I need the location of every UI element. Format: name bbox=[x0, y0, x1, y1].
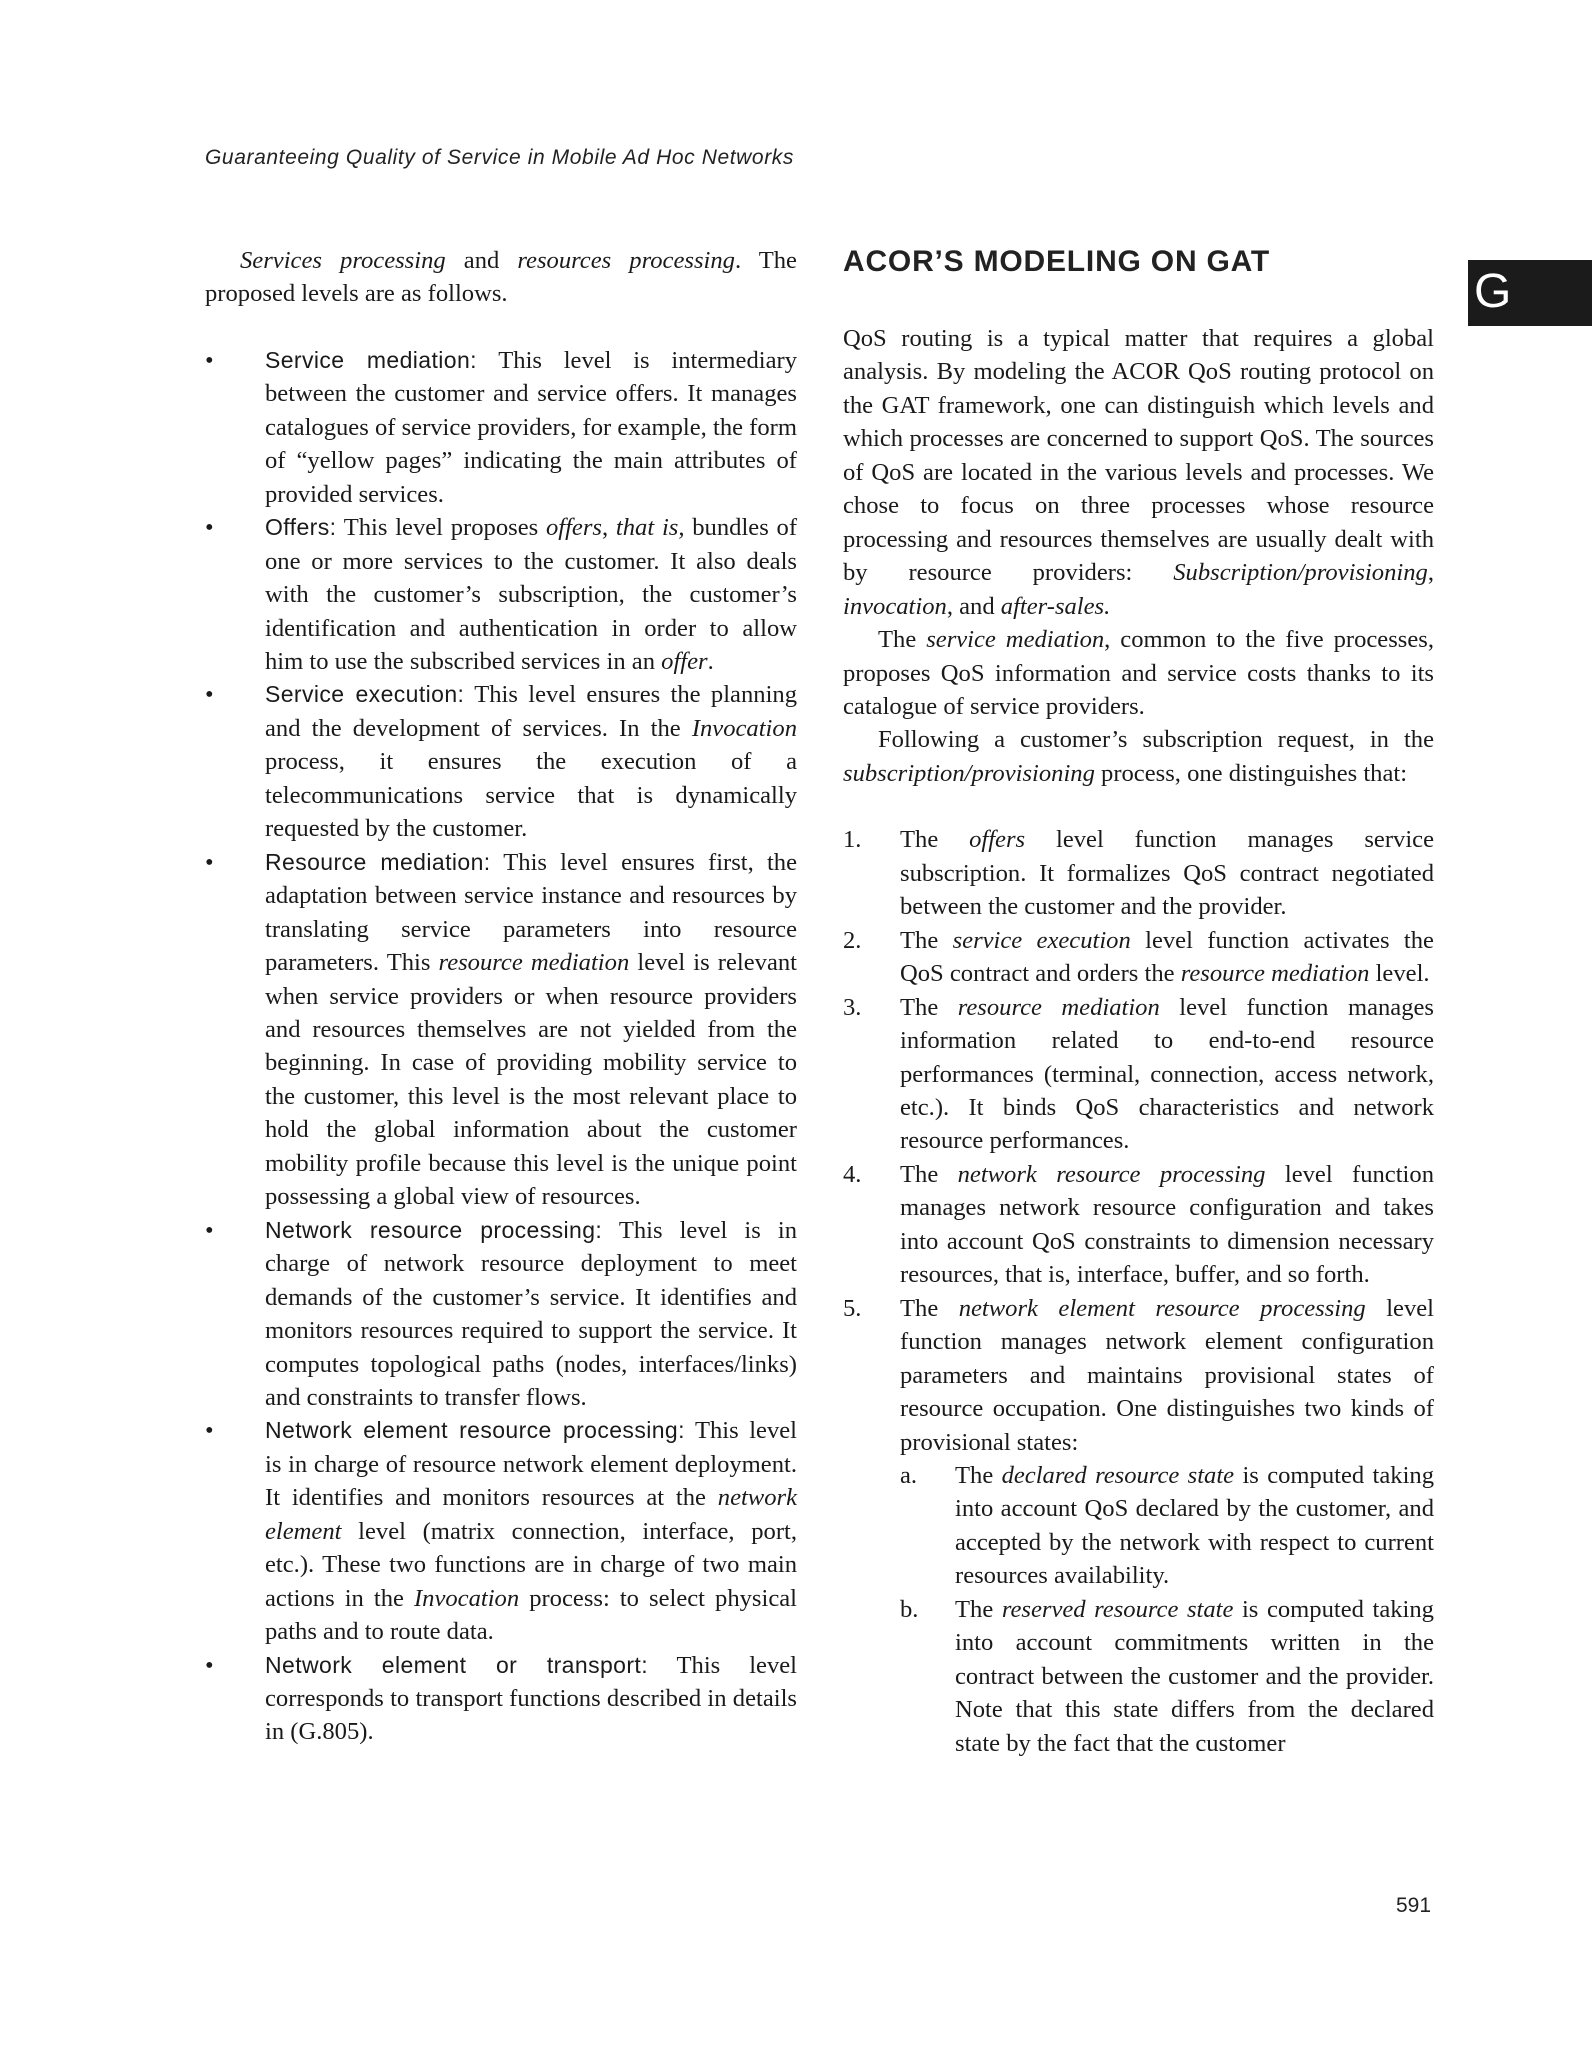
intro-em: Services processing bbox=[240, 247, 446, 274]
level-text: This level is intermediary between the customer and service offers. It manages catalogues of service providers, for example, the form of “yellow pages” indicating the main attributes of provided services. bbox=[265, 346, 798, 508]
item-em: service execution bbox=[952, 926, 1131, 954]
level-text: process, it ensures the execution of a telecommunications service that is dynamically requested by the customer. bbox=[265, 748, 797, 843]
level-em: network element bbox=[265, 1484, 797, 1545]
section-heading: ACOR’S MODELING ON GAT bbox=[843, 245, 1271, 278]
section-tab bbox=[1468, 260, 1592, 326]
intro-text: and bbox=[445, 247, 518, 274]
sub-list-item bbox=[900, 1593, 1434, 1760]
paragraph-text: QoS routing is a typical matter that requires a global analysis. By modeling the ACOR QoS routing protocol on the GAT framework, one can distinguish which levels and which processes are concerned to support QoS. The sources of QoS are located in the various levels and processes. We chose to focus on three processes whose resource processing and resources themselves are usually dealt with by resource providers: bbox=[843, 325, 1434, 587]
level-label: Network element or transport: bbox=[265, 1651, 648, 1678]
right-column bbox=[843, 244, 1434, 1760]
item-number: 4. bbox=[843, 1160, 862, 1188]
level-item-network-resource-processing bbox=[205, 1214, 797, 1415]
item-em: offers bbox=[969, 826, 1026, 854]
item-em: network resource processing bbox=[957, 1160, 1266, 1188]
level-label: Offers: bbox=[265, 514, 337, 541]
level-label: Network resource processing: bbox=[265, 1216, 603, 1243]
item-text: level function manages service subscription. It formalizes QoS contract negotiated between the customer and the provider. bbox=[900, 826, 1434, 921]
level-text: This level ensures first, the adaptation between service instance and resources by translating service parameters into resource parameters. This bbox=[265, 848, 797, 977]
sub-list-item bbox=[900, 1459, 1434, 1593]
level-text: . bbox=[707, 647, 714, 675]
level-text: level (matrix connection, interface, port, etc.). These two functions are in charge of two main actions in the bbox=[265, 1517, 797, 1612]
sub-item-text: The bbox=[955, 1461, 1002, 1489]
item-text: level function manages network element configuration parameters and maintains provisional states of resource occupation. One distinguishes two kinds of provisional states: bbox=[900, 1294, 1435, 1456]
level-text: level is relevant when service providers or when resource providers and resources themselves are not yielded from the beginning. In case of providing mobility service to the customer, this level is the most relevant place to hold the global information about the customer mobility profile because this level is the unique point possessing a global view of resources. bbox=[265, 949, 797, 1211]
level-text: , bbox=[602, 514, 616, 542]
item-em: resource mediation bbox=[957, 993, 1160, 1021]
paragraph-em: subscription/provisioning bbox=[843, 759, 1095, 787]
sub-item-em: declared resource state bbox=[1001, 1461, 1235, 1489]
paragraph-text: process, one distinguishes that: bbox=[1094, 759, 1408, 787]
level-label: Service execution: bbox=[265, 681, 465, 708]
level-item-offers bbox=[205, 511, 797, 678]
level-item-service-mediation bbox=[205, 344, 797, 511]
item-em: network element resource processing bbox=[958, 1294, 1366, 1322]
level-em: offers bbox=[545, 514, 602, 542]
sub-list bbox=[900, 1459, 1434, 1760]
sub-item-letter: a. bbox=[900, 1461, 918, 1489]
paragraph-text: , bbox=[1427, 559, 1434, 587]
level-text: This level is in charge of resource network element deployment. It identifies and monitors resources at the bbox=[265, 1417, 797, 1512]
sub-item-em: reserved resource state bbox=[1001, 1595, 1234, 1623]
level-em: Invocation bbox=[691, 714, 797, 742]
level-em: Invocation bbox=[413, 1584, 520, 1612]
left-column bbox=[205, 244, 797, 1749]
sub-item-text: is computed taking into account QoS declared by the customer, and accepted by the network with respect to current resources availability. bbox=[955, 1461, 1434, 1590]
intro-em: resources processing bbox=[517, 247, 735, 274]
paragraph-qos-routing bbox=[843, 322, 1434, 623]
item-number: 5. bbox=[843, 1294, 862, 1322]
item-text: The bbox=[900, 1294, 959, 1322]
list-item bbox=[843, 1158, 1434, 1292]
level-text: bundles of one or more services to the customer. It also deals with the customer’s subscription, the customer’s identification and authentication in order to allow him to use the subscribed services in an bbox=[265, 514, 798, 675]
section-tab-letter: G bbox=[1474, 265, 1512, 318]
item-em: resource mediation bbox=[1180, 960, 1370, 988]
level-item-network-element-resource-processing bbox=[205, 1414, 797, 1648]
level-item-resource-mediation bbox=[205, 846, 797, 1214]
list-item bbox=[843, 991, 1434, 1158]
level-item-network-element-or-transport bbox=[205, 1649, 797, 1749]
level-item-service-execution bbox=[205, 678, 797, 845]
item-number: 3. bbox=[843, 993, 862, 1021]
paragraph-text: , and bbox=[946, 592, 1001, 620]
intro-paragraph bbox=[205, 244, 797, 311]
level-text: This level proposes bbox=[336, 514, 546, 542]
running-head: Guaranteeing Quality of Service in Mobile Ad Hoc Networks bbox=[205, 146, 795, 169]
list-item bbox=[843, 1292, 1434, 1760]
paragraph-em: invocation bbox=[843, 592, 947, 620]
paragraph-em: after-sales. bbox=[1000, 592, 1111, 620]
level-em: resource mediation bbox=[438, 949, 630, 977]
paragraph-service-mediation bbox=[843, 623, 1434, 723]
item-text: level. bbox=[1369, 960, 1430, 988]
sub-item-text: is computed taking into account commitments written in the contract between the customer and the provider. Note that this state differs from the declared state by the fact that the customer bbox=[955, 1595, 1434, 1757]
level-label: Network element resource processing: bbox=[265, 1417, 685, 1444]
level-em: offer bbox=[661, 647, 708, 675]
levels-list bbox=[205, 344, 797, 1749]
item-text: The bbox=[900, 1160, 958, 1188]
level-text: This level corresponds to transport functions described in details in (G.805). bbox=[265, 1651, 797, 1746]
item-number: 2. bbox=[843, 926, 862, 954]
item-text: The bbox=[900, 926, 953, 954]
paragraph-em: service mediation bbox=[926, 626, 1105, 654]
level-label: Service mediation: bbox=[265, 346, 477, 373]
paragraph-text: The bbox=[878, 626, 927, 654]
item-number: 1. bbox=[843, 826, 862, 854]
list-item bbox=[843, 924, 1434, 991]
paragraph-subscription bbox=[843, 723, 1434, 790]
sub-item-letter: b. bbox=[900, 1595, 919, 1623]
intro-text: . The proposed levels are as follows. bbox=[205, 247, 797, 308]
list-item bbox=[843, 823, 1434, 923]
item-text: The bbox=[900, 993, 958, 1021]
level-text: This level ensures the planning and the development of services. In the bbox=[265, 681, 797, 742]
numbered-list bbox=[843, 823, 1434, 1760]
item-text: level function activates the QoS contract and orders the bbox=[900, 926, 1434, 988]
level-label: Resource mediation: bbox=[265, 848, 491, 875]
paragraph-em: Subscription/provisioning bbox=[1173, 559, 1428, 587]
level-text: This level is in charge of network resource deployment to meet demands of the customer’s service. It identifies and monitors resources required to support the service. It computes topological paths (nodes, interfaces/links) and constraints to transfer flows. bbox=[265, 1216, 798, 1411]
sub-item-text: The bbox=[955, 1595, 1002, 1623]
level-em: that is, bbox=[615, 514, 685, 542]
paragraph-text: Following a customer’s subscription request, in the bbox=[878, 726, 1434, 754]
paragraph-text: , common to the five processes, proposes QoS information and service costs thanks to its catalogue of service providers. bbox=[843, 626, 1434, 720]
item-text: level function manages information related to end-to-end resource performances (terminal, connection, access network, etc.). It binds QoS characteristics and network resource performances. bbox=[900, 993, 1434, 1155]
item-text: level function manages network resource configuration and takes into account QoS constraints to dimension necessary resources, that is, interface, buffer, and so forth. bbox=[900, 1160, 1434, 1289]
page-number: 591 bbox=[1396, 1894, 1432, 1917]
item-text: The bbox=[900, 826, 970, 854]
level-text: process: to select physical paths and to route data. bbox=[265, 1584, 797, 1646]
